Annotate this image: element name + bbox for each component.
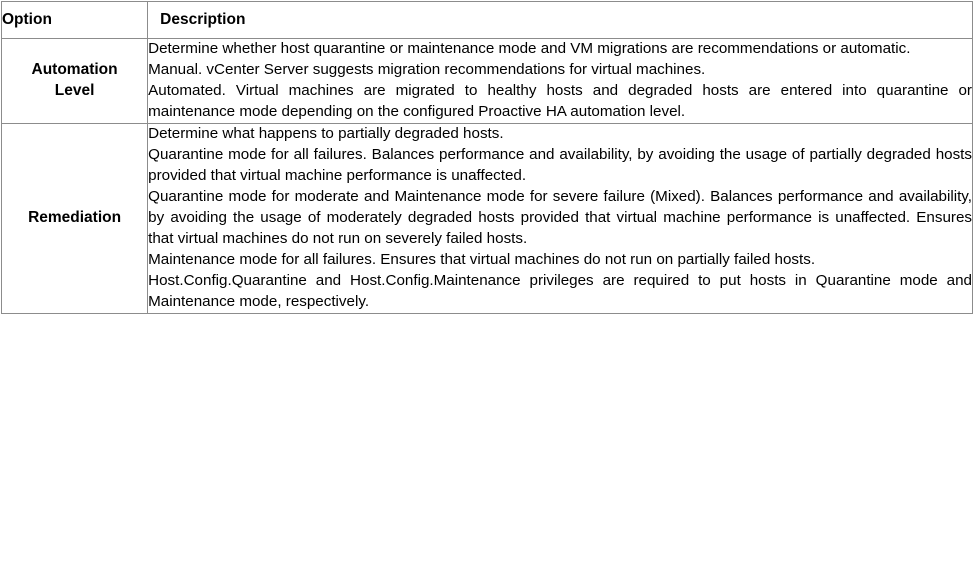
description-paragraph: Quarantine mode for moderate and Maintenance mode for severe failure (Mixed). Balances performance and availability, by avoiding the usage of moderately degraded hosts provided that virtual machine performance is unaffected. Ensures that virtual machines do not run on severely failed hosts. bbox=[148, 187, 972, 247]
column-header-description: Description bbox=[148, 2, 973, 39]
table-row bbox=[2, 123, 973, 313]
table-header-row bbox=[2, 2, 973, 39]
option-label-line-1: Remediation bbox=[28, 208, 122, 226]
option-label-remediation bbox=[2, 123, 148, 313]
option-label-line-1: Automation bbox=[31, 61, 118, 79]
description-paragraph: Quarantine mode for all failures. Balances performance and availability, by avoiding the usage of partially degraded hosts provided that virtual machine performance is unaffected. bbox=[148, 145, 972, 184]
option-label-line-2: Level bbox=[54, 81, 95, 99]
description-remediation bbox=[148, 123, 973, 313]
description-paragraph: Determine whether host quarantine or maintenance mode and VM migrations are recommendations or automatic. bbox=[148, 40, 911, 57]
description-paragraph: Automated. Virtual machines are migrated to healthy hosts and degraded hosts are entered into quarantine or maintenance mode depending on the configured Proactive HA automation level. bbox=[148, 81, 972, 120]
column-header-option: Option bbox=[2, 2, 148, 39]
description-paragraph: Maintenance mode for all failures. Ensures that virtual machines do not run on partially failed hosts. bbox=[148, 250, 816, 268]
description-paragraph: Determine what happens to partially degraded hosts. bbox=[148, 124, 504, 142]
description-automation-level bbox=[148, 39, 973, 124]
description-paragraph: Host.Config.Quarantine and Host.Config.Maintenance privileges are required to put hosts in Quarantine mode and Maintenance mode, respectively. bbox=[148, 271, 972, 310]
table-row bbox=[2, 39, 973, 124]
option-label-automation-level bbox=[2, 39, 148, 124]
description-paragraph: Manual. vCenter Server suggests migration recommendations for virtual machines. bbox=[148, 60, 706, 78]
options-description-table bbox=[1, 1, 973, 314]
